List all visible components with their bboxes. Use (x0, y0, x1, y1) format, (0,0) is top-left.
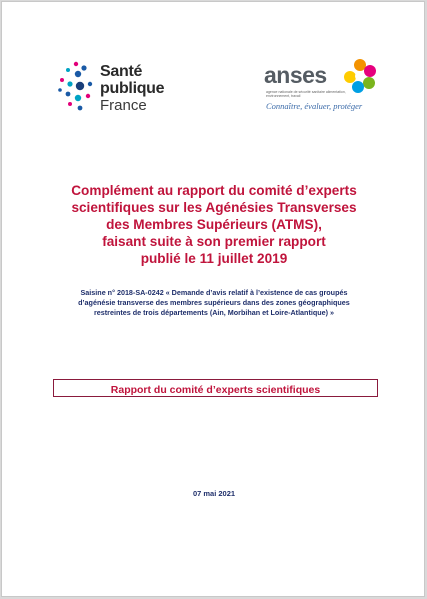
anses-flower-icon (342, 58, 378, 94)
report-type-box (53, 379, 378, 397)
logo-text-publique: publique (100, 80, 165, 97)
sante-publique-france-logo (54, 58, 174, 118)
saisine-line: d’agénésie transverse des membres supérieurs dans des zones géographiques (78, 298, 350, 307)
saisine-line: Saisine n° 2018-SA-0242 « Demande d’avis relatif à l’existence de cas groupés (80, 288, 348, 297)
anses-tagline: Connaître, évaluer, protéger (266, 101, 363, 111)
anses-logo (264, 58, 384, 118)
report-type-label: Rapport du comité d’experts scientifiques (110, 384, 321, 396)
publication-date: 07 mai 2021 (192, 489, 236, 498)
title-line: Complément au rapport du comité d’experts (71, 183, 357, 198)
title-line: publié le 11 juillet 2019 (140, 251, 288, 266)
title-line: des Membres Supérieurs (ATMS), (106, 217, 322, 232)
sante-publique-dots-icon (54, 58, 98, 114)
anses-subtitle: agence nationale de sécurité sanitaire alimentation, environnement, travail (266, 90, 346, 98)
document-title (32, 182, 396, 267)
anses-wordmark: anses (264, 62, 327, 88)
saisine-line: restreintes de trois départements (Ain, Morbihan et Loire-Atlantique) » (93, 308, 335, 317)
logo-text-france: France (100, 97, 147, 114)
document-page (1, 1, 425, 597)
title-line: faisant suite à son premier rapport (102, 234, 326, 249)
logo-text-sante: Santé (100, 63, 143, 80)
title-line: scientifiques sur les Agénésies Transverses (71, 200, 357, 215)
saisine-reference (54, 288, 374, 318)
